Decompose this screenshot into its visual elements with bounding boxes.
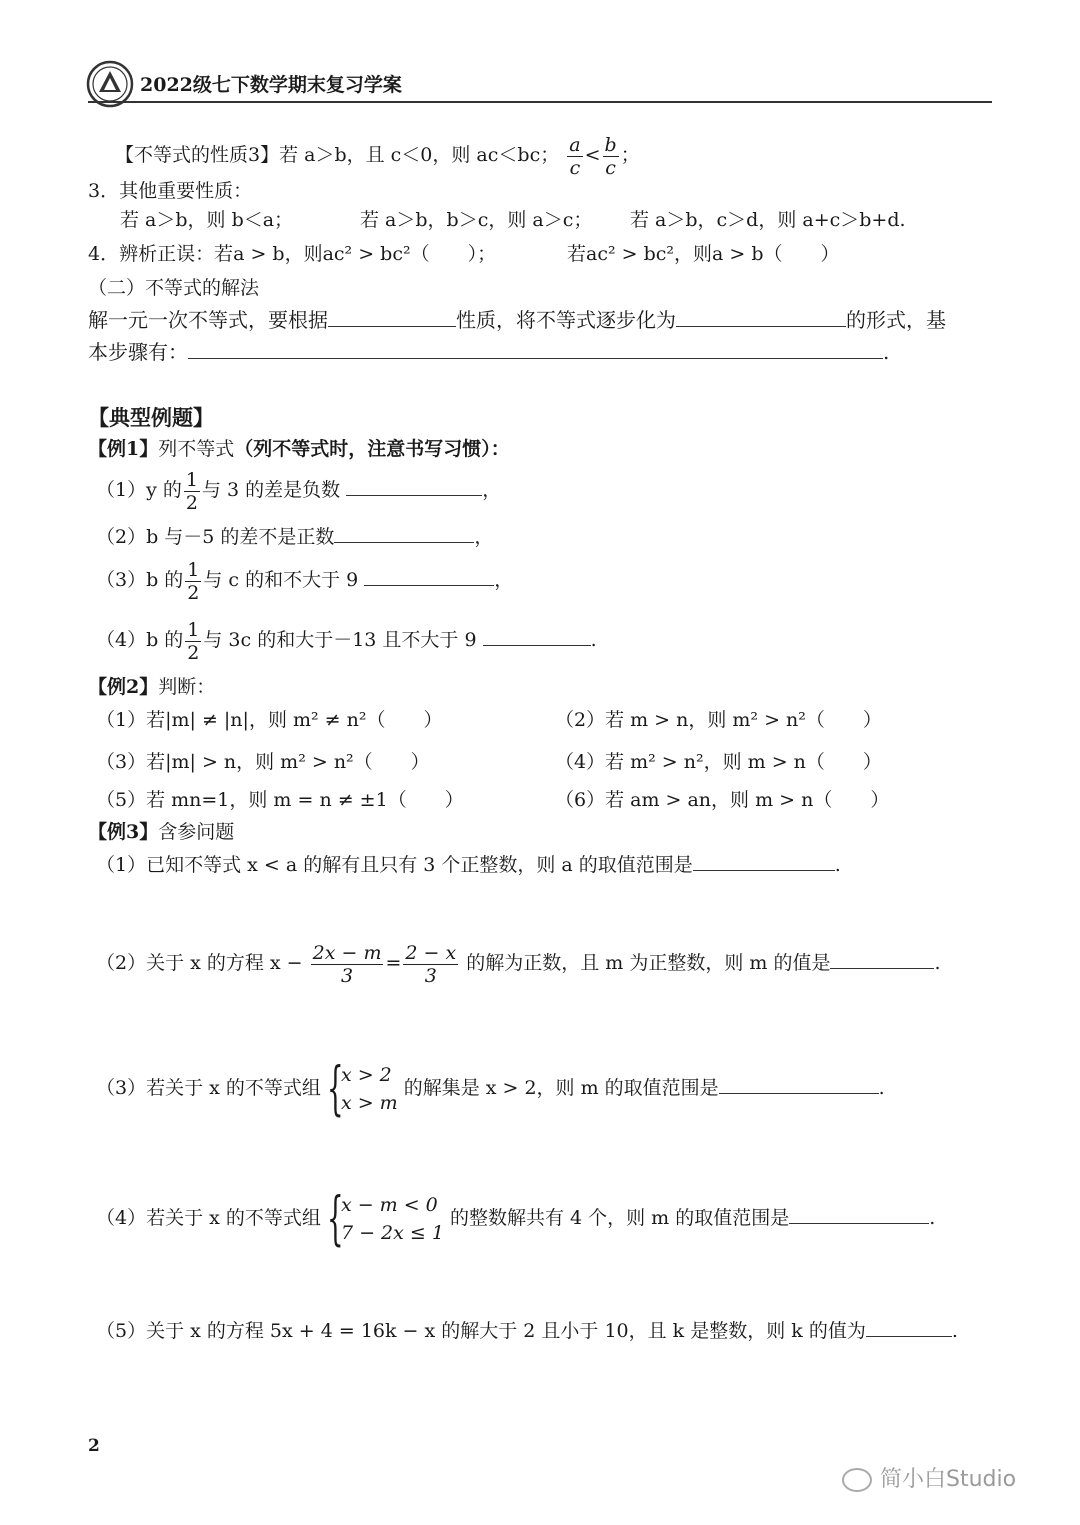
inequality-system-3: { x > 2 x > m bbox=[326, 1054, 398, 1122]
example-1-item: （3）b 的 $\frac{1}{2}$ 与 c 的和不大于 9 ， bbox=[96, 558, 514, 604]
example-3-question-4: （4）若关于 x 的不等式组 { x − m < 0 7 − 2x ≤ 1 的整数解共有 4 个，则 m 的取值范围是 . bbox=[96, 1184, 936, 1252]
example-2-item: （1）若|m| ≠ |n|，则 m² ≠ n²（ ） bbox=[96, 709, 443, 731]
part-2-line-2: 本步骤有： . bbox=[88, 340, 890, 364]
example-3-question-3: （3）若关于 x 的不等式组 { x > 2 x > m 的解集是 x > 2，则 m 的取值范围是 . bbox=[96, 1054, 885, 1122]
example-3-question-2: （2）关于 x 的方程 x − $\frac{2x - m}{3}$ = $\frac{2 - x}{3}$ 的解为正数，且 m 为正整数，则 m 的值是 . bbox=[96, 941, 941, 987]
example-3-question-1: （1）已知不等式 x < a 的解有且只有 3 个正整数，则 a 的取值范围是 . bbox=[96, 854, 841, 876]
wechat-icon bbox=[842, 1468, 872, 1492]
fraction-b-over-c: $\frac{b}{c}$ bbox=[604, 133, 617, 179]
section-3-item: 若 a＞b，b＞c，则 a＞c； bbox=[360, 209, 593, 231]
section-3-item: 若 a＞b，c＞d，则 a+c＞b+d. bbox=[630, 209, 906, 231]
inequality-system-4: { x − m < 0 7 − 2x ≤ 1 bbox=[326, 1184, 444, 1252]
watermark: 简小白Studio bbox=[842, 1462, 1016, 1493]
example-1-item: （1）y 的 $\frac{1}{2}$ 与 3 的差是负数 ， bbox=[96, 468, 502, 514]
example-2-heading: 【例2】判断： bbox=[88, 676, 216, 698]
example-3-question-5: （5）关于 x 的方程 5x + 4 = 16k − x 的解大于 2 且小于 10，且 k 是整数，则 k 的值为 . bbox=[96, 1320, 958, 1342]
example-2-item: （3）若|m| > n，则 m² > n²（ ） bbox=[96, 751, 430, 773]
example-3-heading: 【例3】含参问题 bbox=[88, 821, 235, 843]
section-4-text-2: 若ac² > bc²，则a > b（ ） bbox=[567, 243, 840, 265]
section-4-text: 4．辨析正误：若a > b，则ac² > bc²（ ）； bbox=[88, 243, 497, 265]
property-3-label: 【不等式的性质3】 bbox=[115, 144, 280, 166]
example-1-item: （2）b 与－5 的差不是正数 ， bbox=[96, 526, 494, 548]
fraction-a-over-c: $\frac{a}{c}$ bbox=[569, 133, 581, 179]
part-2-title: （二）不等式的解法 bbox=[88, 277, 260, 299]
example-1-heading: 【例1】列不等式（列不等式时，注意书写习惯）： bbox=[88, 438, 510, 460]
header-title: 2022级七下数学期末复习学案 bbox=[140, 74, 402, 96]
example-2-item: （2）若 m > n，则 m² > n²（ ） bbox=[555, 709, 882, 731]
property-3-text: 若 a＞b，且 c＜0，则 ac＜bc； bbox=[279, 144, 560, 166]
example-2-item: （6）若 am > an，则 m > n（ ） bbox=[555, 789, 890, 811]
page-number: 2 bbox=[88, 1436, 100, 1456]
example-1-item: （4）b 的 $\frac{1}{2}$ 与 3c 的和大于－13 且不大于 9 . bbox=[96, 618, 597, 664]
examples-heading: 【典型例题】 bbox=[88, 405, 214, 430]
property-3-line: 【不等式的性质3】若 a＞b，且 c＜0，则 ac＜bc； $\frac{a}{c}$ < $\frac{b}{c}$ ； bbox=[115, 133, 640, 179]
section-3-title: 3．其他重要性质： bbox=[88, 180, 253, 202]
example-2-item: （4）若 m² > n²，则 m > n（ ） bbox=[555, 751, 882, 773]
example-2-item: （5）若 mn=1，则 m = n ≠ ±1（ ） bbox=[96, 789, 464, 811]
section-3-item: 若 a＞b，则 b＜a； bbox=[120, 209, 294, 231]
part-2-line-1: 解一元一次不等式，要根据 性质，将不等式逐步化为 的形式，基 bbox=[88, 308, 946, 332]
header-rule bbox=[88, 101, 992, 103]
